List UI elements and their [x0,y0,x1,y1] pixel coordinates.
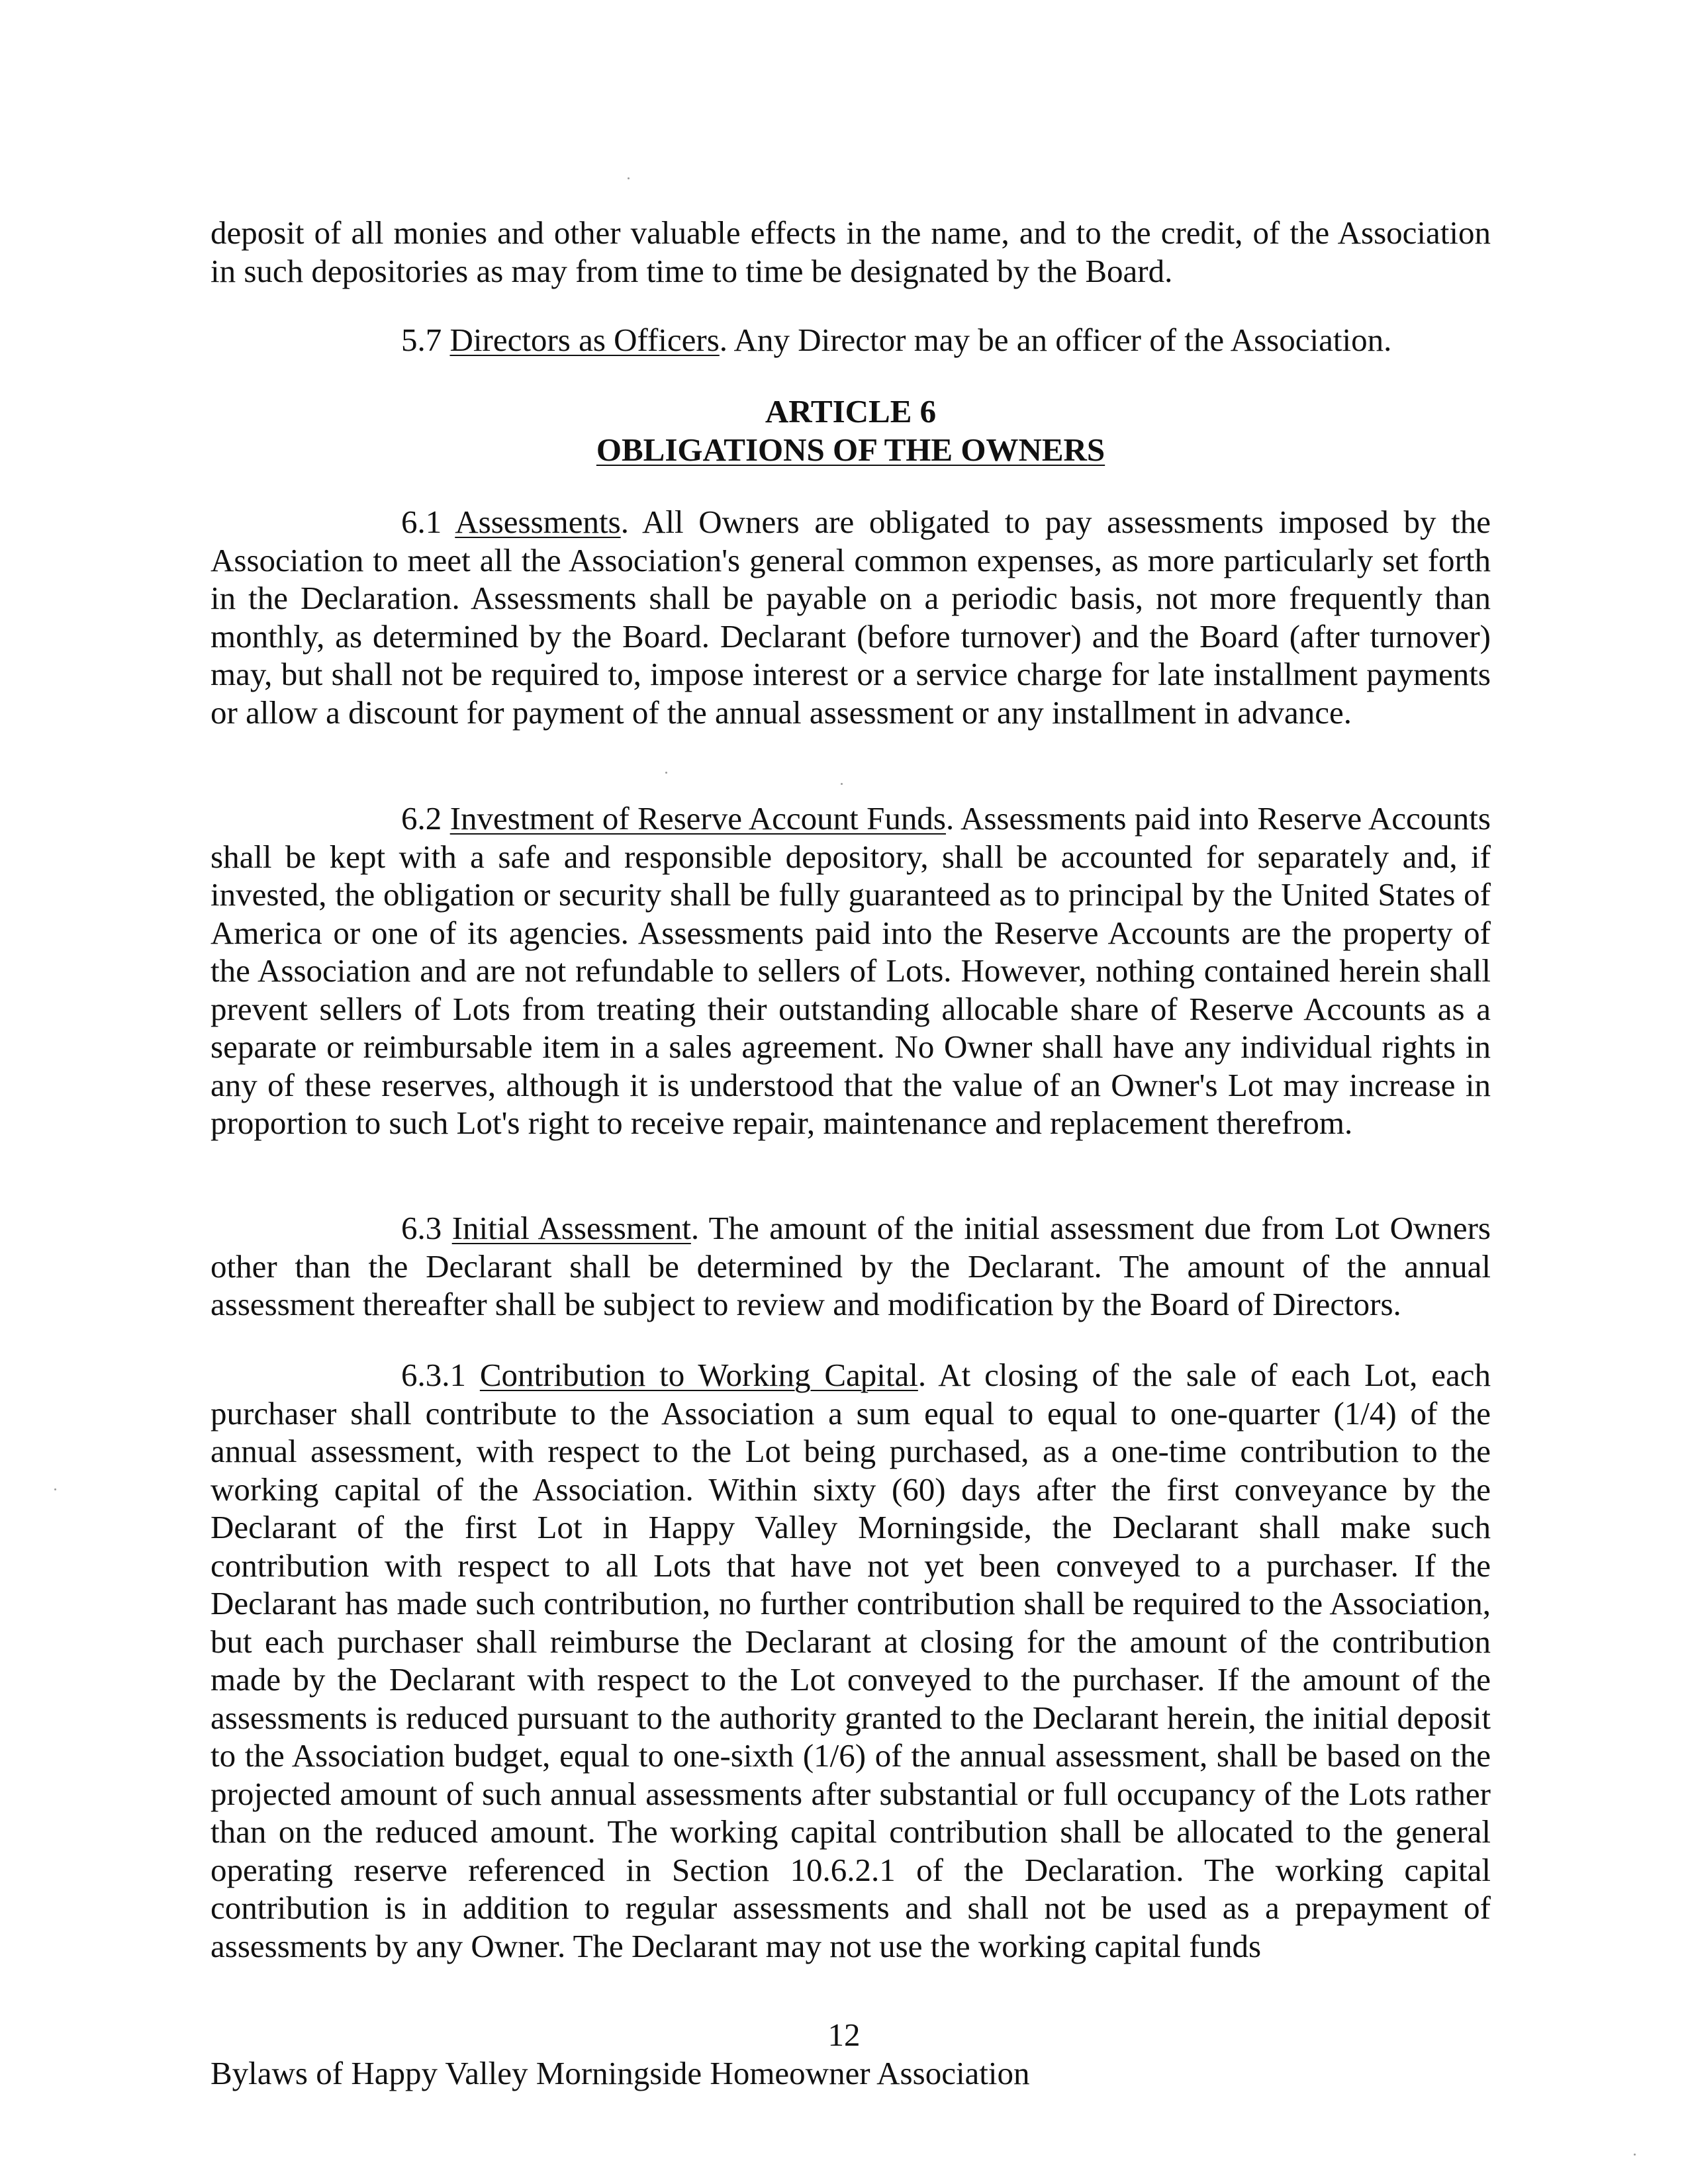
scan-speck [628,177,630,179]
scan-speck [841,783,843,785]
scan-speck [1634,2154,1636,2156]
footer-text: Bylaws of Happy Valley Morningside Homeowner Association [211,2055,1030,2091]
article-title-text: OBLIGATIONS OF THE OWNERS [596,432,1105,468]
section-6-3-paragraph [211,1209,1491,1324]
section-6-3-text: . The amount of the initial assessment due from Lot Owners other than the Declarant shall be determined by the Declarant. The amount of the annual assessment thereafter shall be subject to review and modification by the Board of Directors. [211,1210,1491,1322]
article-title [211,431,1491,469]
section-6-1-paragraph [211,503,1491,731]
section-6-3-title: Initial Assessment [451,1210,691,1246]
section-6-1-title: Assessments [455,504,621,540]
section-6-2-paragraph [211,799,1491,1142]
section-5-7-text: . Any Director may be an officer of the Association. [719,322,1392,358]
section-6-3-1-number: 6.3.1 [401,1357,480,1393]
section-6-2-number: 6.2 [401,800,450,837]
article-label: ARTICLE 6 [765,393,937,430]
section-5-7-paragraph [211,321,1491,359]
section-6-3-1-paragraph [211,1356,1491,1965]
section-6-2-text: . Assessments paid into Reserve Accounts shall be kept with a safe and responsible depository, shall be accounted for separately and, if invested, the obligation or security shall be fully guaranteed as to principal by the United States of America or one of its agencies. Assessments paid into the Reserve Accounts are the property of the Association and are not refundable to sellers of Lots. However, nothing contained herein shall prevent sellers of Lots from treating their outstanding allocable share of Reserve Accounts as a separate or reimbursable item in a sales agreement. No Owner shall have any individual rights in any of these reserves, although it is understood that the value of an Owner's Lot may increase in proportion to such Lot's right to receive repair, maintenance and replacement therefrom. [211,800,1491,1141]
section-6-1-text: . All Owners are obligated to pay assessments imposed by the Association to meet all the Association's general common expenses, as more particularly set forth in the Declaration. Assessments shall be payable on a periodic basis, not more frequently than monthly, as determined by the Board. Declarant (before turnover) and the Board (after turnover) may, but shall not be required to, impose interest or a service charge for late installment payments or allow a discount for payment of the annual assessment or any installment in advance. [211,504,1491,731]
section-5-7-number: 5.7 [401,322,450,358]
section-6-3-1-title: Contribution to Working Capital [479,1357,918,1393]
scan-speck [54,1488,56,1490]
section-6-3-1-text: . At closing of the sale of each Lot, each purchaser shall contribute to the Association a sum equal to equal to one-quarter (1/4) of the annual assessment, with respect to the Lot being purchased, as a one-time contribution to the working capital of the Association. Within sixty (60) days after the first conveyance by the Declarant of the first Lot in Happy Valley Morningside, the Declarant shall make such contribution with respect to all Lots that have not yet been conveyed to a purchaser. If the Declarant has made such contribution, no further contribution shall be required to the Association, but each purchaser shall reimburse the Declarant at closing for the amount of the contribution made by the Declarant with respect to the Lot conveyed to the purchaser. If the amount of the assessments is reduced pursuant to the authority granted to the Declarant herein, the initial deposit to the Association budget, equal to one-sixth (1/6) of the annual assessment, shall be based on the projected amount of such annual assessments after substantial or full occupancy of the Lots rather than on the reduced amount. The working capital contribution shall be allocated to the general operating reserve referenced in Section 10.6.2.1 of the Declaration. The working capital contribution is in addition to regular assessments and shall not be used as a prepayment of assessments by any Owner. The Declarant may not use the working capital funds [211,1357,1491,1964]
scan-speck [665,772,667,774]
section-6-2-title: Investment of Reserve Account Funds [449,800,946,837]
continuation-paragraph: deposit of all monies and other valuable effects in the name, and to the credit, of the Association in such depositories as may from time to time be designated by the Board. [211,214,1491,289]
section-6-3-number: 6.3 [401,1210,452,1246]
section-6-1-number: 6.1 [401,504,455,540]
section-5-7-title: Directors as Officers [449,322,720,358]
page-number: 12 [827,2017,861,2053]
